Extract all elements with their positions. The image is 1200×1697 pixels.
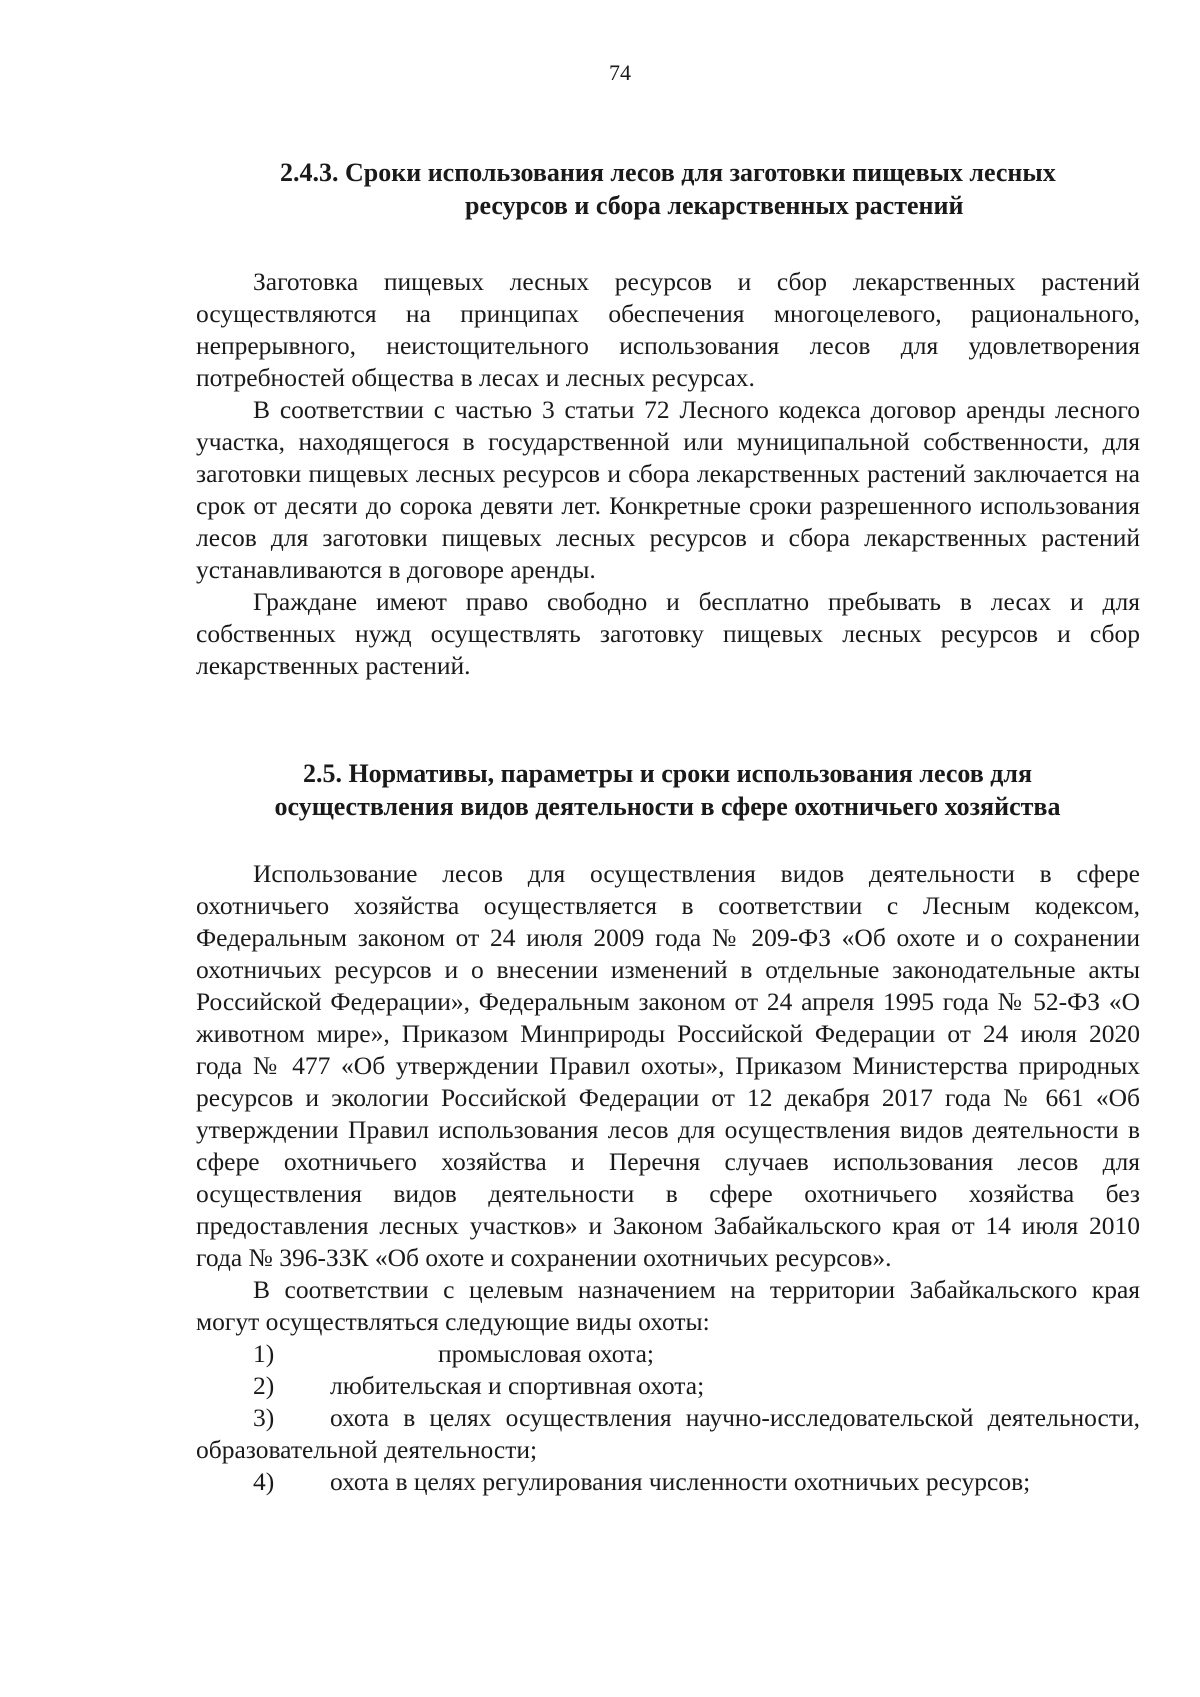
section-2-5-body [196, 858, 1140, 1498]
page-number: 74 [609, 60, 631, 85]
section-2-4-3-body [196, 266, 1140, 682]
paragraph: Граждане имеют право свободно и бесплатно пребывать в лесах и для собственных нужд осуществлять заготовку пищевых лесных ресурсов и сбор лекарственных растений. [196, 587, 1140, 680]
list-text: охота в целях регулирования численности охотничьих ресурсов; [330, 1467, 1031, 1496]
list-item [196, 1370, 1140, 1402]
paragraph: В соответствии с целевым назначением на территории Забайкальского края могут осуществляться следующие виды охоты: [196, 1275, 1140, 1336]
list-number: 1) [253, 1339, 275, 1368]
paragraph: В соответствии с частью 3 статьи 72 Лесного кодекса договор аренды лесного участка, находящегося в государственной или муниципальной собственности, для заготовки пищевых лесных ресурсов и сбора лекарственных растений заключается на срок от десяти до сорока девяти лет. Конкретные сроки разрешенного использования лесов для заготовки пищевых лесных ресурсов и сбора лекарственных растений устанавливаются в договоре аренды. [196, 395, 1140, 584]
paragraph: Использование лесов для осуществления видов деятельности в сфере охотничьего хозяйства осуществляется в соответствии с Лесным кодексом, Федеральным законом от 24 июля 2009 года № 209-ФЗ «Об охоте и о сохранении охотничьих ресурсов и о внесении изменений в отдельные законодательные акты Российской Федерации», Федеральным законом от 24 апреля 1995 года № 52-ФЗ «О животном мире», Приказом Минприроды Российской Федерации от 24 июля 2020 года № 477 «Об утверждении Правил охоты», Приказом Министерства природных ресурсов и экологии Российской Федерации от 12 декабря 2017 года № 661 «Об утверждении Правил использования лесов для осуществления видов деятельности в сфере охотничьего хозяйства и Перечня случаев использования лесов для осуществления видов деятельности в сфере охотничьего хозяйства без предоставления лесных участков» и Законом Забайкальского края от 14 июля 2010 года № 396-ЗЗК «Об охоте и сохранении охотничьих ресурсов». [196, 859, 1140, 1272]
list-item [196, 1466, 1140, 1498]
paragraph: Заготовка пищевых лесных ресурсов и сбор лекарственных растений осуществляются на принципах обеспечения многоцелевого, рационального, непрерывного, неистощительного использования лесов для удовлетворения потребностей общества в лесах и лесных ресурсах. [196, 267, 1140, 392]
list-number: 3) [253, 1403, 275, 1432]
heading-line: ресурсов и сбора лекарственных растений [465, 191, 964, 220]
list-text: охота в целях осуществления научно-исследовательской деятельности, образовательной деятельности; [196, 1403, 1140, 1464]
heading-line: осуществления видов деятельности в сфере охотничьего хозяйства [274, 792, 1061, 821]
list-item [196, 1402, 1140, 1466]
list-number: 2) [253, 1371, 275, 1400]
heading-line: 2.4.3. Сроки использования лесов для заготовки пищевых лесных [280, 158, 1056, 187]
list-text: любительская и спортивная охота; [330, 1371, 705, 1400]
list-number: 4) [253, 1467, 275, 1496]
section-heading-2-4-3 [240, 156, 1145, 222]
section-heading-2-5 [195, 757, 1140, 823]
heading-line: 2.5. Нормативы, параметры и сроки использования лесов для [302, 759, 1033, 788]
list-text: промысловая охота; [438, 1339, 655, 1368]
list-item [196, 1338, 1140, 1370]
